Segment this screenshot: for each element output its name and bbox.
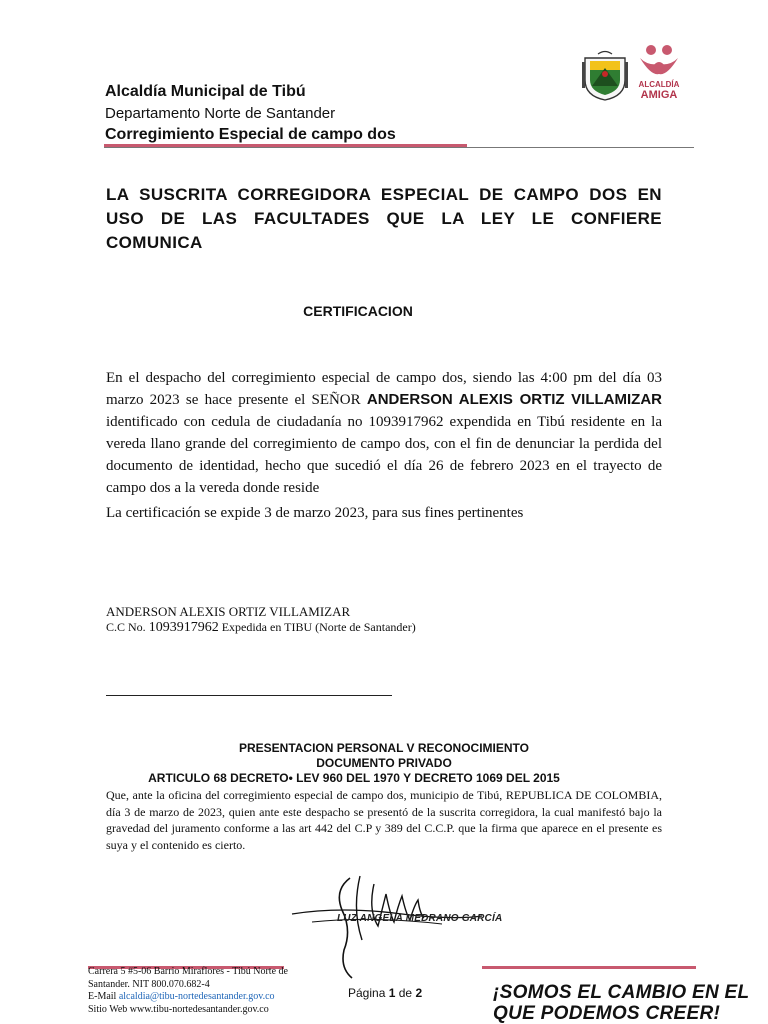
page-current: 1 bbox=[388, 986, 396, 1000]
presentation-legal-reference: ARTICULO 68 DECRETO• LEV 960 DEL 1970 Y DECRETO 1069 DEL 2015 bbox=[148, 771, 560, 785]
header-accent-bar bbox=[104, 144, 467, 147]
corregimiento-name: Corregimiento Especial de campo dos bbox=[105, 126, 396, 143]
footer-contact bbox=[88, 966, 288, 1016]
footer-website[interactable]: Sitio Web www.tibu-nortedesantander.gov.co bbox=[88, 1003, 269, 1015]
logo-text-alcaldia: ALCALDÍA bbox=[638, 80, 680, 89]
email-link[interactable]: alcaldia@tibu-nortedesantander.gov.co bbox=[118, 991, 275, 1002]
page-label: Página bbox=[348, 986, 386, 1000]
signature-line bbox=[106, 695, 392, 696]
people-heart-icon bbox=[636, 44, 682, 78]
municipal-coat-of-arms-icon bbox=[582, 50, 628, 102]
certificate-body bbox=[106, 367, 662, 499]
person-name: ANDERSON ALEXIS ORTIZ VILLAMIZAR bbox=[366, 391, 662, 408]
issue-statement: La certificación se expide 3 de marzo 2023, para sus fines pertinentes bbox=[106, 505, 524, 521]
body-text-part2: identificado con cedula de ciudadanía no 1093917962 expendida en Tibú residente en la vereda llano grande del corregimiento de campo dos, con el fin de denunciar la perdida del documento de identidad, hecho que sucedió el día 26 de febrero 2023 en el trayecto de campo dos a la vereda donde reside bbox=[106, 414, 662, 496]
municipality-title: Alcaldía Municipal de Tibú bbox=[105, 83, 306, 100]
slogan-line-2: QUE PODEMOS CREER! bbox=[493, 1003, 721, 1024]
presentation-subheading: DOCUMENTO PRIVADO bbox=[316, 756, 452, 770]
body-text-part1: En el despacho del corregimiento especial de campo dos, siendo las 4:00 pm del día 03 marzo 2023 se hace presente el SEÑOR bbox=[106, 370, 662, 408]
cc-number: 1093917962 bbox=[148, 620, 219, 635]
presentation-heading: PRESENTACION PERSONAL V RECONOCIMIENTO bbox=[238, 741, 530, 755]
footer-email-row bbox=[88, 991, 288, 1004]
handwritten-signature-icon bbox=[282, 870, 497, 980]
cc-suffix: Expedida en TIBU (Norte de Santander) bbox=[221, 620, 416, 634]
presentation-text: Que, ante la oficina del corregimiento especial de campo dos, municipio de Tibú, REPUBLICA DE COLOMBIA, día 3 de marzo de 2023, quien ante este despacho se presentó de la suscrita corregidora, la cual manifestó bajo la gravedad del juramento conforme a las art 442 del C.P y 389 del C.C.P. que la firma que aparece en el presente es suya y el contenido es cierto. bbox=[106, 788, 662, 852]
document-headline: LA SUSCRITA CORREGIDORA ESPECIAL DE CAMPO DOS EN USO DE LAS FACULTADES QUE LA LEY LE CONFIERE COMUNICA bbox=[106, 185, 662, 252]
cc-label: C.C No. bbox=[106, 620, 146, 634]
footer-address: Carrera 5 #5-06 Barrio Miraflores - Tibú Norte de Santander. NIT 800.070.682-4 bbox=[88, 966, 288, 990]
signature-caption: LUZ ANGELA MEDRANO GARCÍA bbox=[337, 913, 503, 924]
footer-accent-bar-right bbox=[482, 966, 696, 969]
header-divider bbox=[104, 147, 694, 148]
alcaldia-amiga-logo bbox=[634, 44, 684, 102]
slogan-line-1: ¡SOMOS EL CAMBIO EN EL bbox=[493, 982, 750, 1003]
certificate-title: CERTIFICACION bbox=[303, 303, 413, 319]
page-of: de bbox=[398, 986, 413, 1000]
page-indicator bbox=[348, 986, 422, 1000]
logo-text-amiga: AMIGA bbox=[640, 89, 678, 101]
signatory-id bbox=[106, 620, 416, 636]
slogan bbox=[493, 982, 749, 1024]
signatory-name: ANDERSON ALEXIS ORTIZ VILLAMIZAR bbox=[106, 604, 351, 619]
department-name: Departamento Norte de Santander bbox=[105, 105, 336, 122]
page-total: 2 bbox=[415, 986, 423, 1000]
email-label: E-Mail bbox=[88, 991, 117, 1002]
